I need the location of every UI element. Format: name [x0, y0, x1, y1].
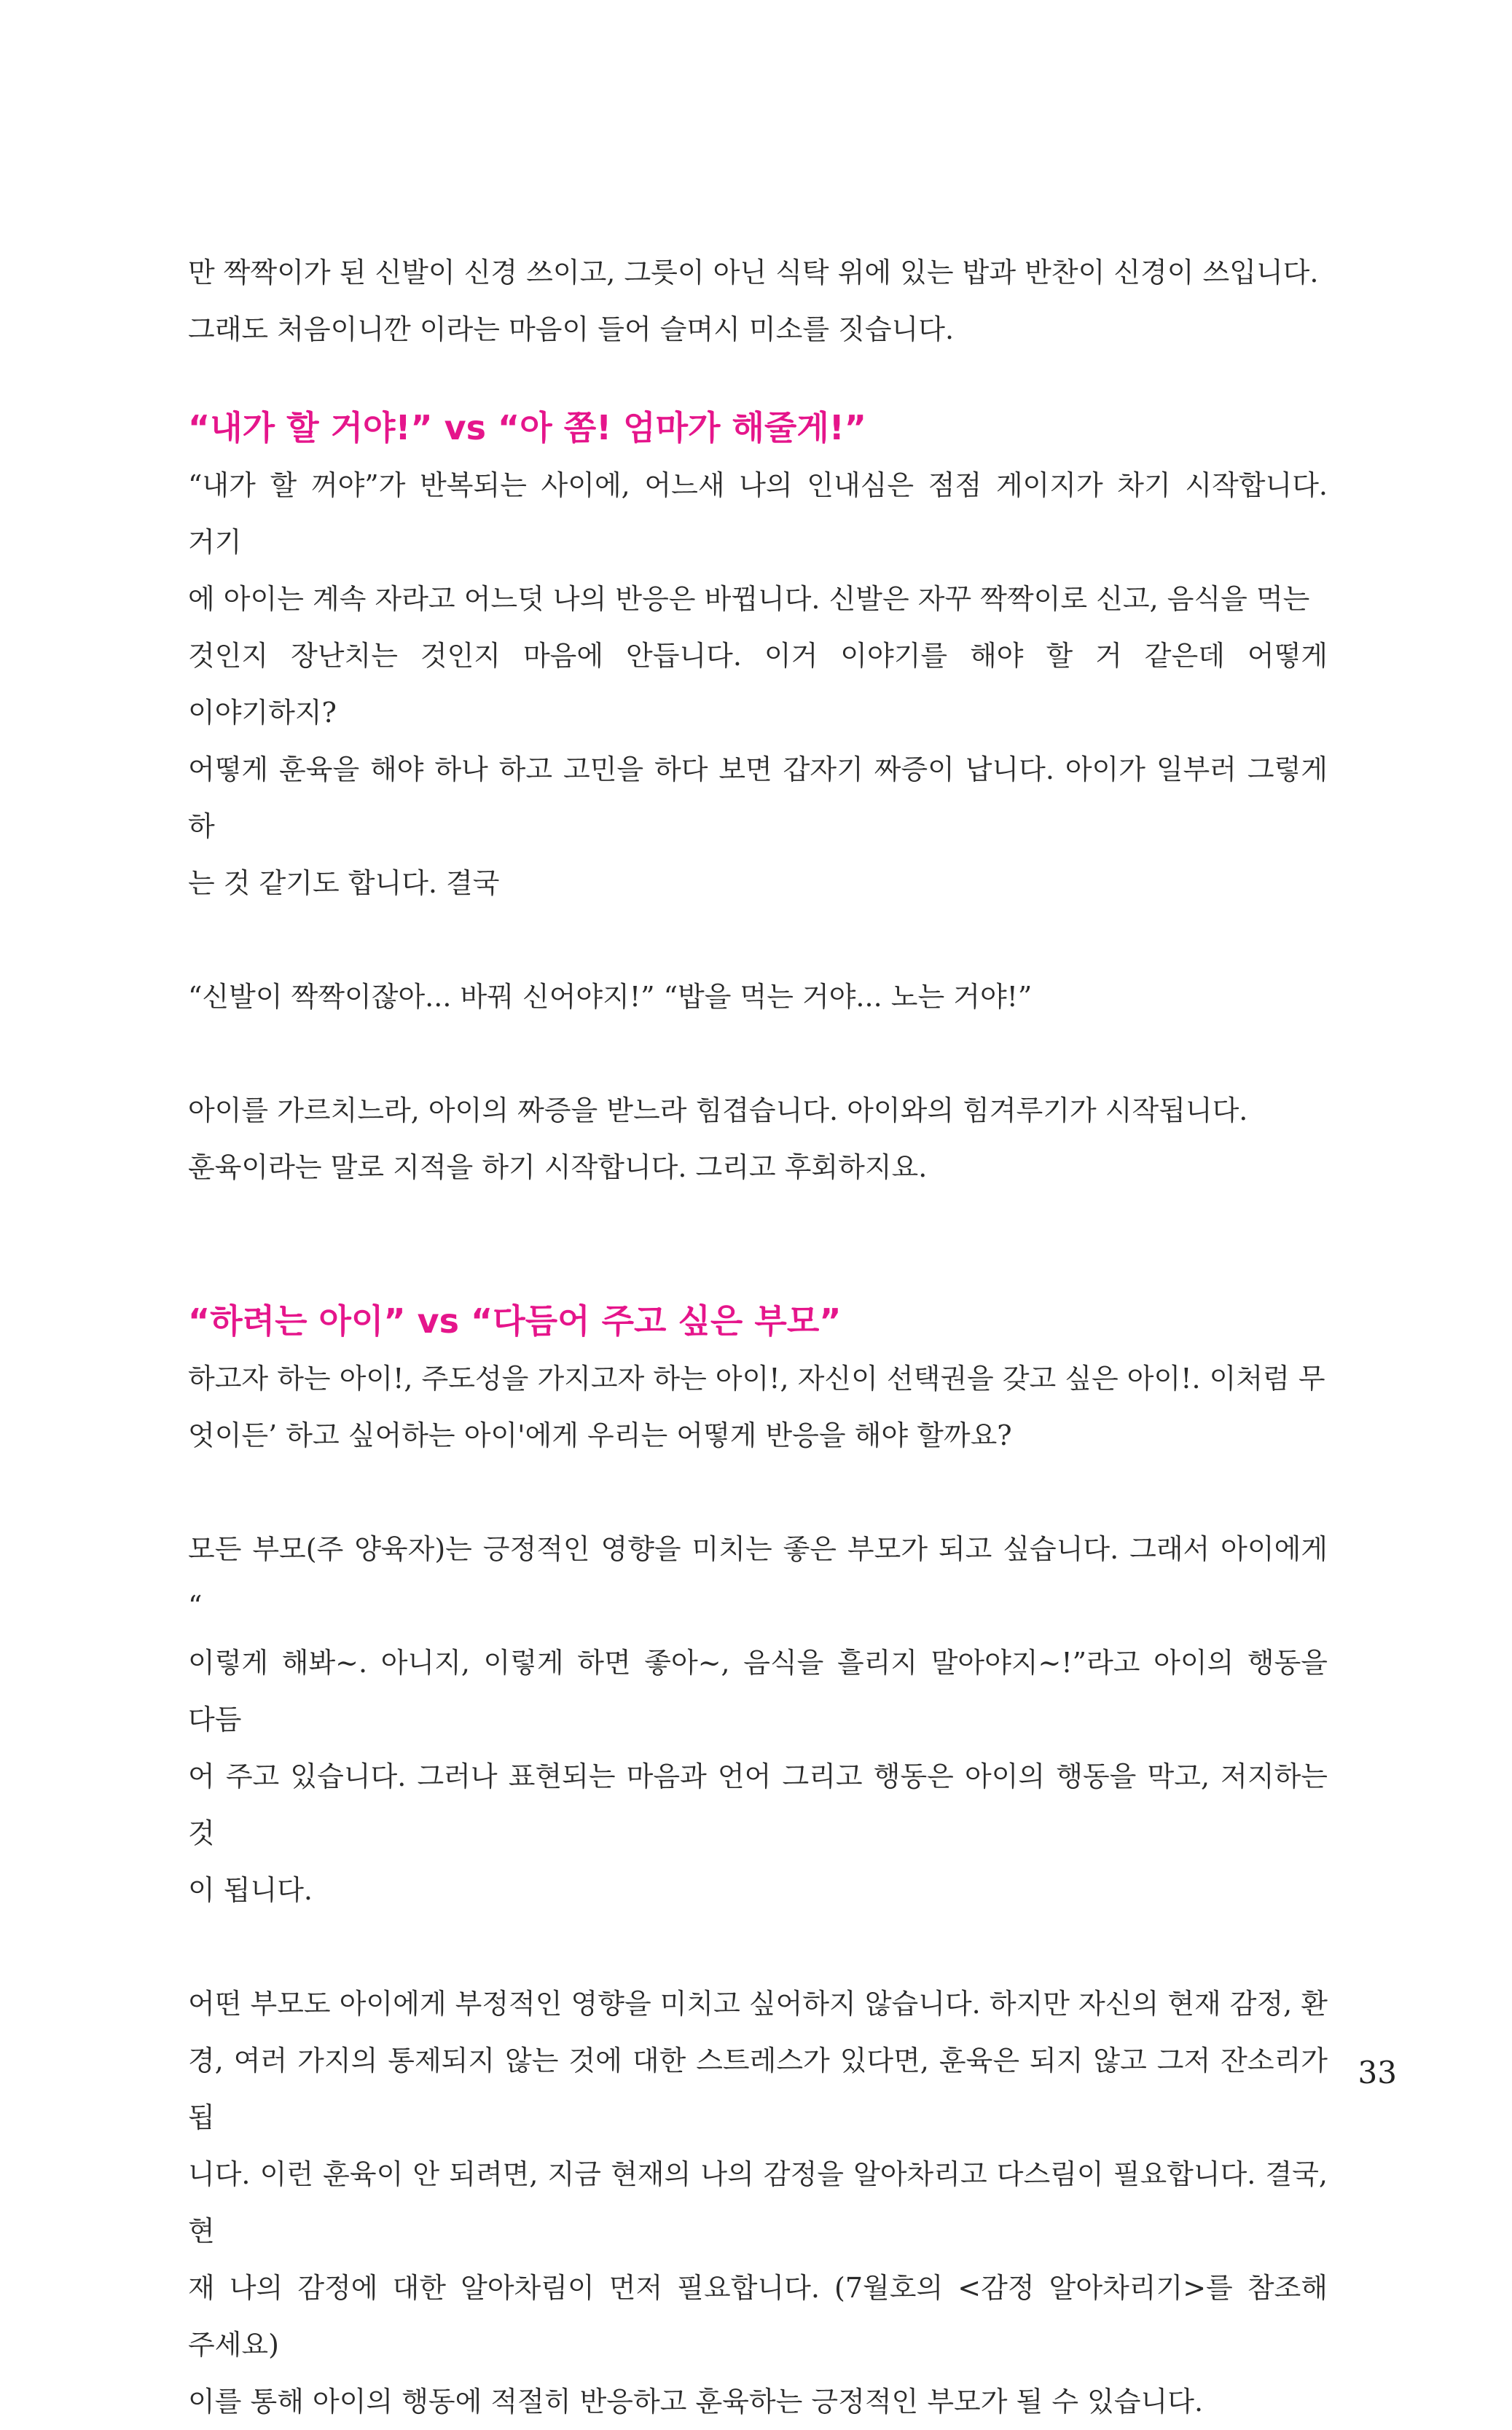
section2-paragraph-2: [188, 1521, 1328, 1918]
text-line: 훈육이라는 말로 지적을 하기 시작합니다. 그리고 후회하지요.: [188, 1151, 928, 1183]
text-line: 는 것 같기도 합니다. 결국: [188, 867, 500, 899]
section2-paragraph-3: [188, 1975, 1328, 2430]
page-number: 33: [1358, 2055, 1397, 2090]
section1-paragraph-1: [188, 457, 1328, 912]
text-line: 이렇게 해봐~. 아니지, 이렇게 하면 좋아~, 음식을 흘리지 말아야지~!”라고 아이의 행동을 다듬: [188, 1647, 1328, 1736]
text-line: 경, 여러 가지의 통제되지 않는 것에 대한 스트레스가 있다면, 훈육은 되지 않고 그저 잔소리가 됩: [188, 2045, 1328, 2133]
text-line: 어 주고 있습니다. 그러나 표현되는 마음과 언어 그리고 행동은 아이의 행동을 막고, 저지하는 것: [188, 1760, 1328, 1849]
text-line: 에 아이는 계속 자라고 어느덧 나의 반응은 바뀝니다. 신발은 자꾸 짝짝이로 신고, 음식을 먹는: [188, 583, 1310, 615]
text-line: 그래도 처음이니깐 이라는 마음이 들어 슬며시 미소를 짓습니다.: [188, 313, 955, 345]
text-line: 이를 통해 아이의 행동에 적절히 반응하고 훈육하는 긍정적인 부모가 될 수 있습니다.: [188, 2386, 1204, 2418]
text-line: 니다. 이런 훈육이 안 되려면, 지금 현재의 나의 감정을 알아차리고 다스림이 필요합니다. 결국, 현: [188, 2158, 1328, 2247]
text-line: 엇이든’ 하고 싶어하는 아이'에게 우리는 어떻게 반응을 해야 할까요?: [188, 1419, 1012, 1451]
section-heading-1: “내가 할 거야!” vs “아 쫌! 엄마가 해줄게!”: [188, 408, 867, 447]
quote-line: “신발이 짝짝이잖아... 바꿔 신어야지!” “밥을 먹는 거야... 노는 거야!”: [188, 981, 1033, 1013]
article-body: [188, 244, 1328, 2430]
intro-paragraph: [188, 244, 1328, 358]
text-line: “내가 할 꺼야”가 반복되는 사이에, 어느새 나의 인내심은 점점 게이지가 차기 시작합니다. 거기: [188, 469, 1328, 558]
text-line: 것인지 장난치는 것인지 마음에 안듭니다. 이거 이야기를 해야 할 거 같은데 어떻게 이야기하지?: [188, 640, 1328, 729]
text-line: 하고자 하는 아이!, 주도성을 가지고자 하는 아이!, 자신이 선택권을 갖고 싶은 아이!. 이처럼 무: [188, 1363, 1325, 1395]
text-line: 어떤 부모도 아이에게 부정적인 영향을 미치고 싶어하지 않습니다. 하지만 자신의 현재 감정, 환: [188, 1988, 1328, 2020]
section-heading-2: “하려는 아이” vs “다듬어 주고 싶은 부모”: [188, 1301, 842, 1341]
text-line: 만 짝짝이가 된 신발이 신경 쓰이고, 그릇이 아닌 식탁 위에 있는 밥과 반찬이 신경이 쓰입니다.: [188, 256, 1319, 289]
section1-paragraph-2: [188, 1082, 1328, 1196]
text-line: 모든 부모(주 양육자)는 긍정적인 영향을 미치는 좋은 부모가 되고 싶습니다. 그래서 아이에게 “: [188, 1533, 1328, 1622]
text-line: 재 나의 감정에 대한 알아차림이 먼저 필요합니다. (7월호의 <감정 알아차리기>를 참조해 주세요): [188, 2272, 1328, 2361]
text-line: 이 됩니다.: [188, 1874, 313, 1906]
text-line: 어떻게 훈육을 해야 하나 하고 고민을 하다 보면 갑자기 짜증이 납니다. 아이가 일부러 그렇게 하: [188, 753, 1328, 842]
section2-paragraph-1: [188, 1350, 1328, 1464]
text-line: 아이를 가르치느라, 아이의 짜증을 받느라 힘겹습니다. 아이와의 힘겨루기가 시작됩니다.: [188, 1094, 1248, 1126]
